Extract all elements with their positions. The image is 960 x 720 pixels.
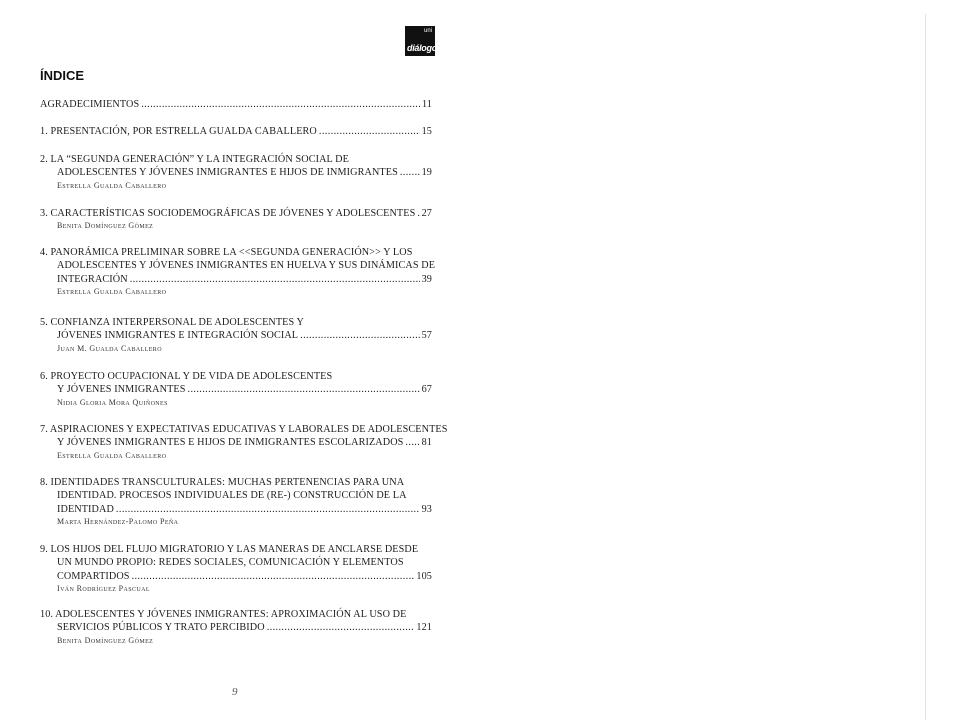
toc-page-number: 39 <box>421 273 432 285</box>
toc-entry-title: 8. IDENTIDADES TRANSCULTURALES: MUCHAS PERTENENCIAS PARA UNA <box>40 477 405 488</box>
toc-page-number: 11 <box>421 99 432 110</box>
toc-entry-title: 5. CONFIANZA INTERPERSONAL DE ADOLESCENTES Y <box>40 317 304 328</box>
dot-leader <box>188 383 420 396</box>
toc-entry-title: 2. LA “SEGUNDA GENERACIÓN” Y LA INTEGRACIÓN SOCIAL DE <box>40 154 349 165</box>
toc-entry-title: 3. CARACTERÍSTICAS SOCIODEMOGRÁFICAS DE JÓVENES Y ADOLESCENTES <box>40 208 416 219</box>
logo-superscript: uni <box>423 28 432 34</box>
dot-leader <box>405 436 419 449</box>
toc-entry-author: Estrella Gualda Caballero <box>57 180 167 190</box>
toc-entry <box>40 207 432 232</box>
publisher-logo <box>405 26 442 56</box>
toc-entry-line <box>40 476 432 489</box>
toc-entry-line <box>40 166 432 179</box>
toc-entry-title: IDENTIDAD <box>57 503 114 515</box>
toc-entry-line <box>40 570 432 583</box>
toc-entry-title: INTEGRACIÓN <box>57 273 128 285</box>
toc-entry-title: UN MUNDO PROPIO: REDES SOCIALES, COMUNICACIÓN Y ELEMENTOS <box>57 557 404 569</box>
toc-entry-line <box>40 383 432 396</box>
toc-entry-title: ADOLESCENTES Y JÓVENES INMIGRANTES E HIJOS DE INMIGRANTES <box>57 167 398 179</box>
toc-entry <box>40 370 432 409</box>
toc-entry-line <box>40 543 432 556</box>
toc-page-number: 81 <box>421 437 432 449</box>
toc-entry-line <box>40 329 432 342</box>
dot-leader <box>130 273 420 286</box>
toc-entry-line <box>40 98 432 111</box>
toc-entry-title: SERVICIOS PÚBLICOS Y TRATO PERCIBIDO <box>57 622 265 634</box>
toc-entry-title: JÓVENES INMIGRANTES E INTEGRACIÓN SOCIAL <box>57 330 299 342</box>
dot-leader <box>116 503 420 516</box>
toc-page-number: 93 <box>421 503 432 515</box>
toc-entry-author: Estrella Gualda Caballero <box>57 450 167 460</box>
toc-entry-line <box>40 273 432 286</box>
toc-entry-title: COMPARTIDOS <box>57 570 130 582</box>
toc-page-number: 105 <box>416 570 432 582</box>
toc-entry-title: 10. ADOLESCENTES Y JÓVENES INMIGRANTES: APROXIMACIÓN AL USO DE <box>40 609 407 620</box>
toc-entry <box>40 423 448 462</box>
toc-entry-author: Marta Hernández-Palomo Peña <box>57 517 179 527</box>
dot-leader <box>400 166 420 179</box>
toc-entry-line <box>40 556 432 569</box>
toc-entry-title: Y JÓVENES INMIGRANTES E HIJOS DE INMIGRANTES ESCOLARIZADOS <box>57 437 404 449</box>
toc-entry-title: 4. PANORÁMICA PRELIMINAR SOBRE LA <<SEGUNDA GENERACIÓN>> Y LOS <box>40 247 413 258</box>
toc-entry-line <box>40 246 432 259</box>
toc-entry-line <box>40 621 432 634</box>
toc-entry-author: Nidia Gloria Mora Quiñones <box>57 397 168 407</box>
toc-entry-line <box>40 207 432 220</box>
toc-entry-title: Y JÓVENES INMIGRANTES <box>57 384 186 396</box>
toc-entry-line <box>40 259 436 272</box>
dot-leader <box>132 570 415 583</box>
toc-entry-author: Juan M. Gualda Caballero <box>57 343 162 353</box>
toc-entry <box>40 608 432 647</box>
toc-entry-line <box>40 608 432 621</box>
toc-entry <box>40 246 436 298</box>
toc-entry-line <box>40 436 432 449</box>
right-page <box>480 0 960 720</box>
toc-entry-title: ADOLESCENTES Y JÓVENES INMIGRANTES EN HUELVA Y SUS DINÁMICAS DE <box>57 260 436 272</box>
toc-page-number: 67 <box>421 384 432 396</box>
toc-entry-author: Iván Rodríguez Pascual <box>57 584 150 594</box>
logo-wordmark: diálogos <box>407 43 442 53</box>
toc-page-number: 27 <box>421 208 432 219</box>
toc-entry-title: 6. PROYECTO OCUPACIONAL Y DE VIDA DE ADOLESCENTES <box>40 371 333 382</box>
toc-entry-line <box>40 489 432 502</box>
dot-leader <box>300 329 419 342</box>
dot-leader <box>141 98 420 111</box>
toc-entry-title: 9. LOS HIJOS DEL FLUJO MIGRATORIO Y LAS MANERAS DE ANCLARSE DESDE <box>40 544 419 555</box>
toc-entry-line <box>40 125 432 138</box>
toc-entry <box>40 476 432 528</box>
toc-entry <box>40 98 432 111</box>
toc-entry-title: 1. PRESENTACIÓN, POR ESTRELLA GUALDA CABALLERO <box>40 126 317 137</box>
toc-entry-line <box>40 423 448 436</box>
dot-leader <box>319 125 420 138</box>
toc-page-number: 15 <box>421 126 432 137</box>
toc-entry-author: Benita Domínguez Gómez <box>57 221 154 231</box>
toc-entry-line <box>40 153 432 166</box>
toc-entry-line <box>40 316 432 329</box>
toc-entry-title: 7. ASPIRACIONES Y EXPECTATIVAS EDUCATIVAS Y LABORALES DE ADOLESCENTES <box>40 424 448 435</box>
toc-entry <box>40 153 432 192</box>
toc-entry-line <box>40 370 432 383</box>
toc-entry-author: Estrella Gualda Caballero <box>57 287 167 297</box>
page-number-left: 9 <box>232 686 238 698</box>
toc-entry <box>40 543 432 595</box>
toc-entry-title: IDENTIDAD. PROCESOS INDIVIDUALES DE (RE-) CONSTRUCCIÓN DE LA <box>57 490 407 502</box>
toc-entry-author: Benita Domínguez Gómez <box>57 635 154 645</box>
index-title: ÍNDICE <box>40 68 85 83</box>
toc-entry-line <box>40 503 432 516</box>
toc-page-number: 19 <box>421 167 432 179</box>
toc-entry <box>40 316 432 355</box>
page-edge-divider <box>925 14 926 720</box>
toc-page-number: 57 <box>421 330 432 342</box>
toc-entry <box>40 125 432 138</box>
dot-leader <box>267 621 415 634</box>
toc-entry-title: AGRADECIMIENTOS <box>40 99 140 110</box>
dot-leader <box>417 207 419 220</box>
toc-page-number: 121 <box>416 622 432 634</box>
